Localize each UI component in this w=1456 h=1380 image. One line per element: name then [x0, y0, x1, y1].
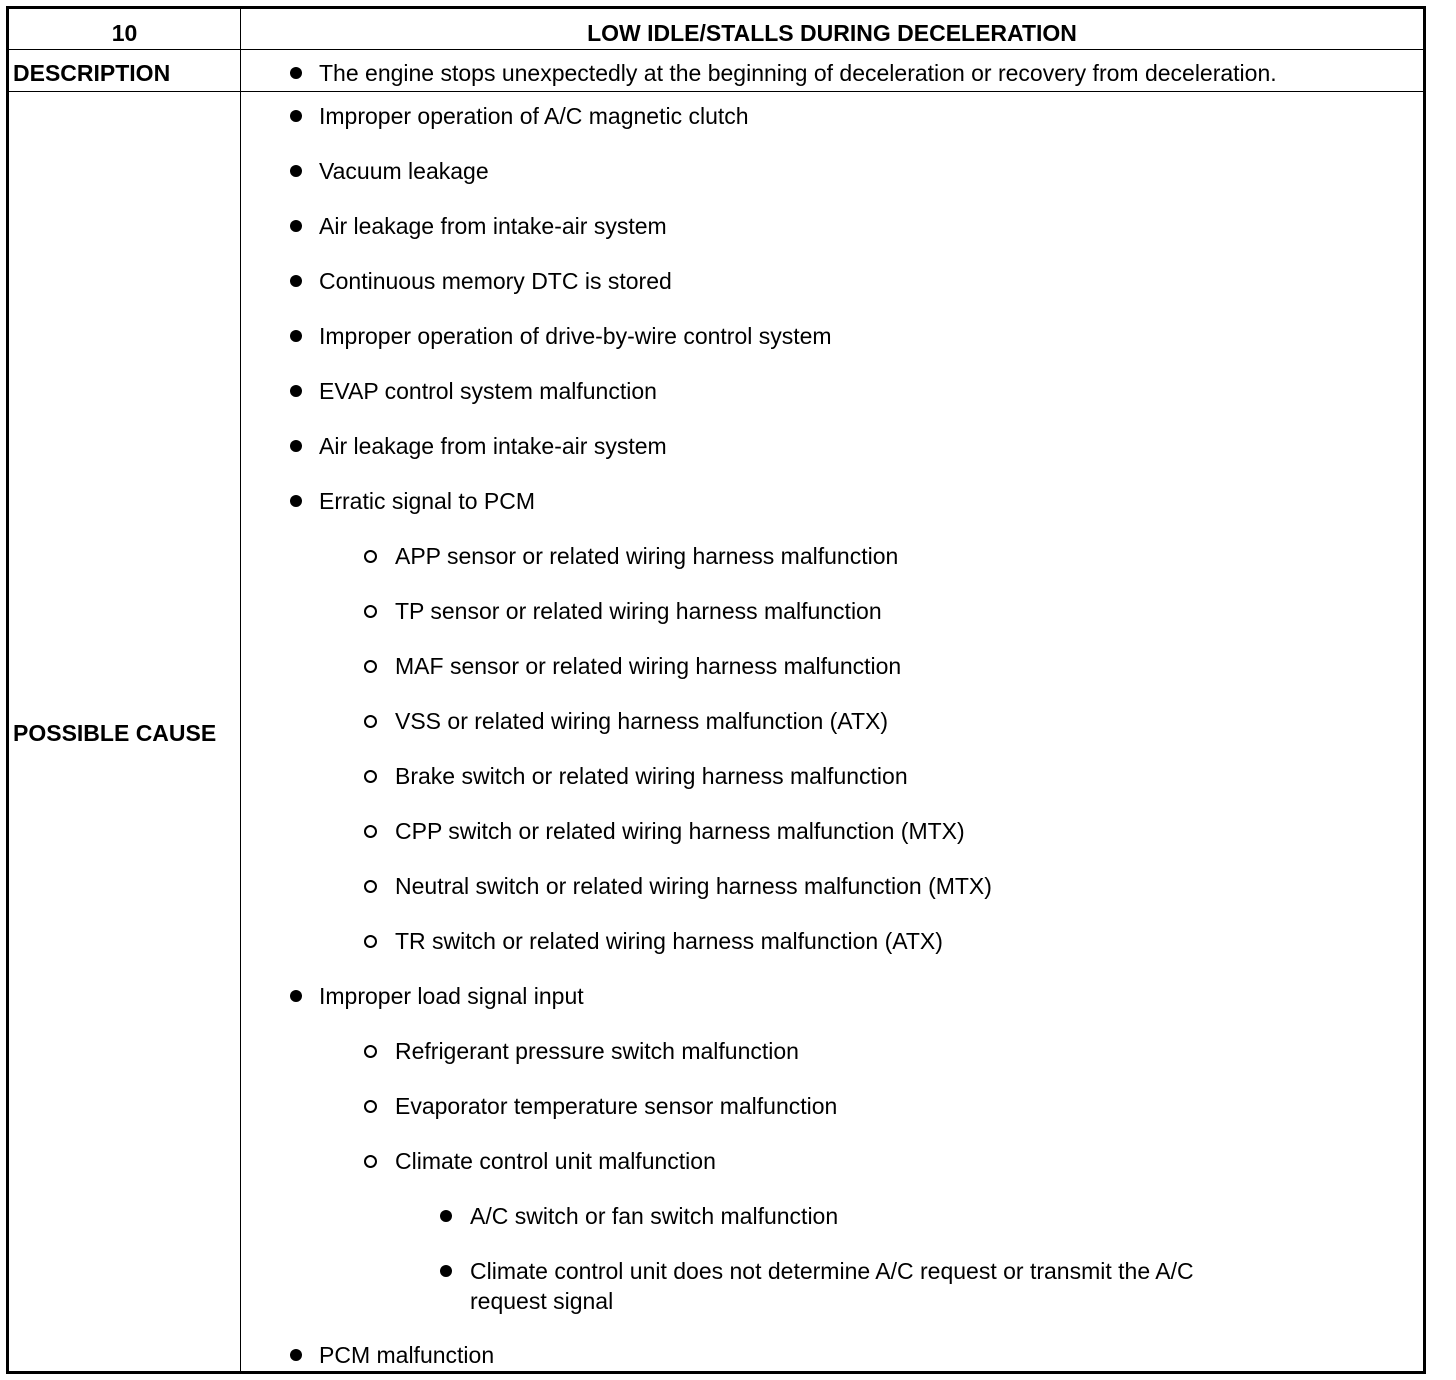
cause-item: Air leakage from intake-air system — [319, 433, 667, 459]
cause-sub-item: Refrigerant pressure switch malfunction — [395, 1038, 799, 1064]
sub-bullet-icon — [364, 880, 377, 893]
cause-sub-item: VSS or related wiring harness malfunction (ATX) — [395, 708, 888, 734]
row-divider — [9, 91, 1423, 92]
cause-sub-item: APP sensor or related wiring harness malfunction — [395, 543, 899, 569]
bullet-icon — [290, 110, 302, 122]
cause-sub-item: TR switch or related wiring harness malfunction (ATX) — [395, 928, 943, 954]
bullet-icon — [290, 440, 302, 452]
cause-sub-item: MAF sensor or related wiring harness malfunction — [395, 653, 902, 679]
bullet-icon — [290, 495, 302, 507]
bullet-icon — [290, 385, 302, 397]
possible-cause-label: POSSIBLE CAUSE — [13, 720, 217, 746]
cause-sub-item: Neutral switch or related wiring harness malfunction (MTX) — [395, 873, 992, 899]
diagnostic-table — [6, 6, 1426, 1374]
cause-item: Improper operation of drive-by-wire control system — [319, 323, 832, 349]
bullet-icon — [290, 165, 302, 177]
cause-item: Erratic signal to PCM — [319, 488, 536, 514]
sub-bullet-icon — [364, 605, 377, 618]
bullet-icon — [440, 1210, 452, 1222]
column-divider — [240, 9, 241, 1371]
cause-sub-item: Brake switch or related wiring harness malfunction — [395, 763, 908, 789]
sub-bullet-icon — [364, 770, 377, 783]
cause-item: Improper operation of A/C magnetic clutch — [319, 103, 749, 129]
sub-bullet-icon — [364, 660, 377, 673]
sub-bullet-icon — [364, 550, 377, 563]
cause-item: Air leakage from intake-air system — [319, 213, 667, 239]
bullet-icon — [290, 1349, 302, 1361]
cause-sub-item: CPP switch or related wiring harness malfunction (MTX) — [395, 818, 965, 844]
sub-bullet-icon — [364, 825, 377, 838]
bullet-icon — [440, 1265, 452, 1277]
bullet-icon — [290, 220, 302, 232]
cause-sub-item: Evaporator temperature sensor malfunction — [395, 1093, 838, 1119]
description-label: DESCRIPTION — [13, 60, 171, 86]
cause-item: Improper load signal input — [319, 983, 584, 1009]
cause-sub-item: TP sensor or related wiring harness malfunction — [395, 598, 882, 624]
cause-sub-item: Climate control unit malfunction — [395, 1148, 716, 1174]
cause-item: EVAP control system malfunction — [319, 378, 657, 404]
cause-item: Continuous memory DTC is stored — [319, 268, 672, 294]
table-title: LOW IDLE/STALLS DURING DECELERATION — [587, 20, 1077, 46]
sub-bullet-icon — [364, 715, 377, 728]
bullet-icon — [290, 990, 302, 1002]
troubleshooting-number: 10 — [111, 20, 138, 46]
bullet-icon — [290, 67, 302, 79]
sub-bullet-icon — [364, 1100, 377, 1113]
cause-item: Vacuum leakage — [319, 158, 489, 184]
sub-bullet-icon — [364, 935, 377, 948]
cause-sub-sub-item: A/C switch or fan switch malfunction — [470, 1203, 839, 1229]
bullet-icon — [290, 275, 302, 287]
sub-bullet-icon — [364, 1045, 377, 1058]
sub-bullet-icon — [364, 1155, 377, 1168]
bullet-icon — [290, 330, 302, 342]
cause-item: PCM malfunction — [319, 1342, 495, 1368]
cause-sub-sub-item: Climate control unit does not determine A/C request or transmit the A/C request signal — [470, 1258, 1194, 1314]
description-text: The engine stops unexpectedly at the beginning of deceleration or recovery from deceleration. — [319, 60, 1277, 86]
